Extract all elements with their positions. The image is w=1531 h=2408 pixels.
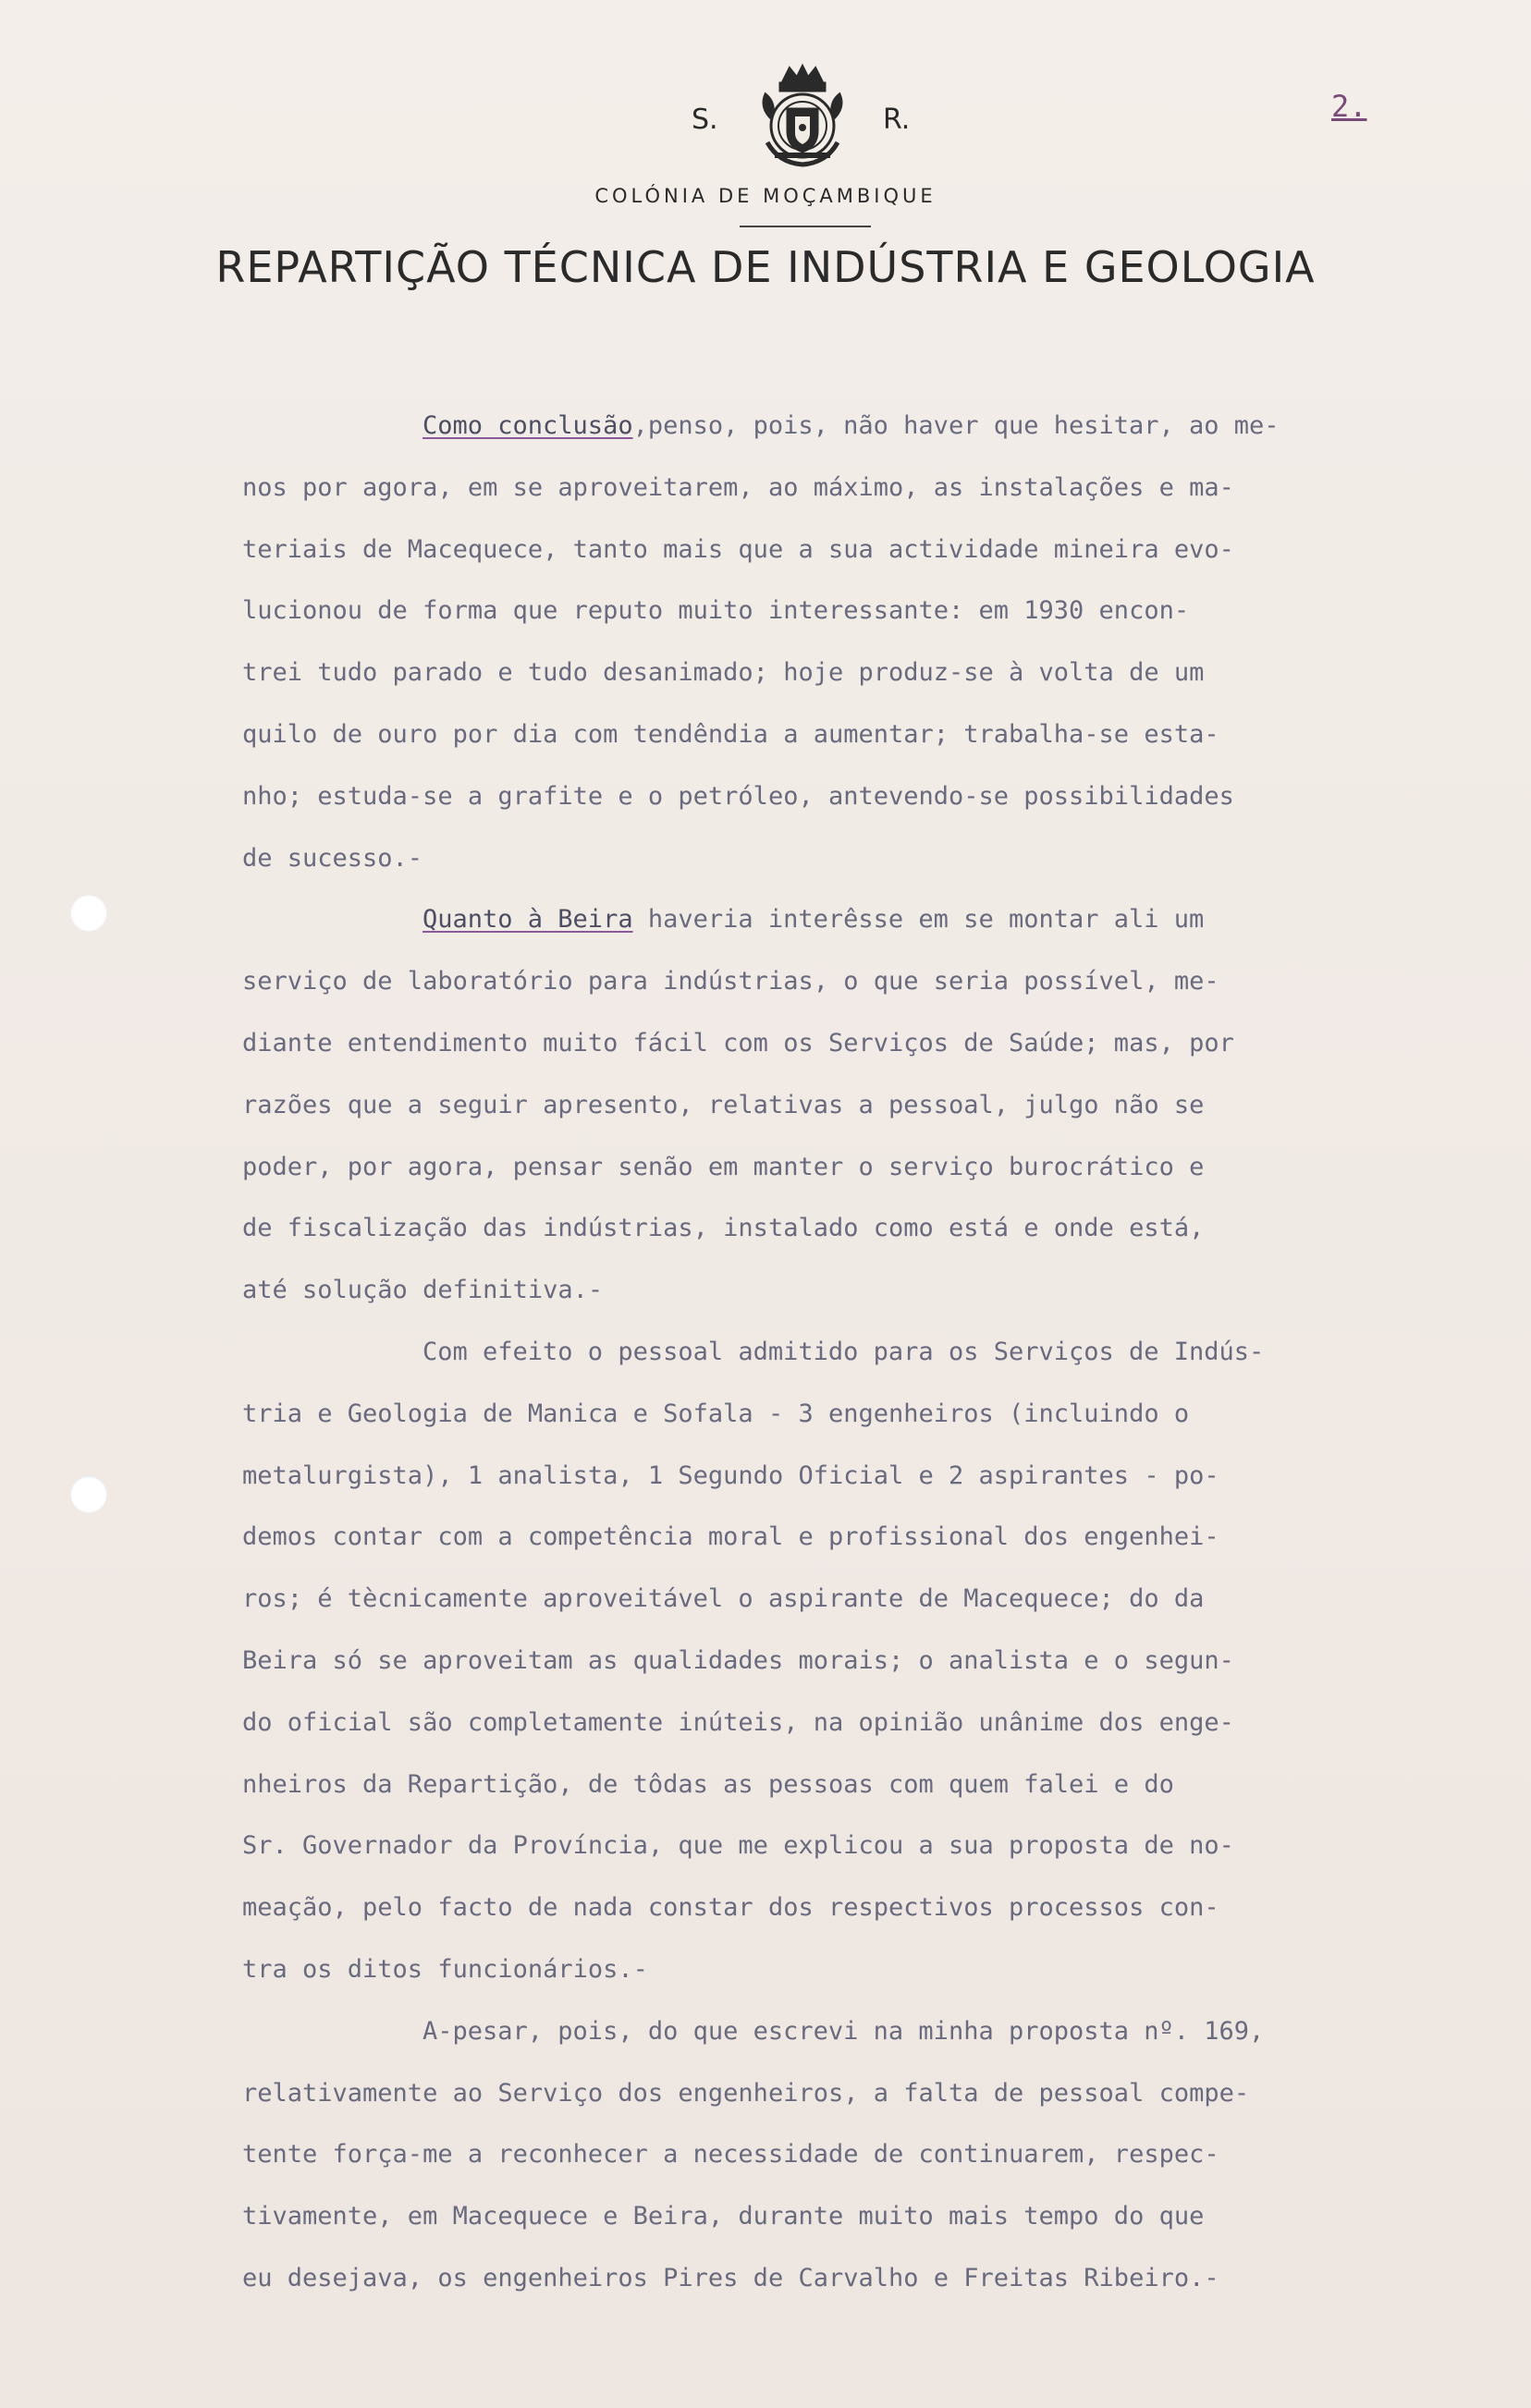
- text-line: relativamente ao Serviço dos engenheiros, a falta de pessoal compe-: [242, 2078, 1250, 2108]
- text-line: tra os ditos funcionários.-: [242, 1954, 648, 1984]
- letter-body: [242, 396, 1500, 2310]
- text-line: demos contar com a competência moral e profissional dos engenhei-: [242, 1522, 1219, 1552]
- text-line: razões que a seguir apresento, relativas a pessoal, julgo não se: [242, 1090, 1205, 1119]
- text-line: poder, por agora, pensar senão em manter o serviço burocrático e: [242, 1152, 1205, 1181]
- paragraph-conclusion: [242, 396, 1500, 889]
- header-divider: [740, 226, 871, 227]
- text-line: ,penso, pois, não haver que hesitar, ao me-: [632, 411, 1280, 440]
- paragraph-personnel: [242, 1322, 1500, 2001]
- text-line: tente força-me a reconhecer a necessidade de continuarem, respec-: [242, 2140, 1219, 2170]
- text-line: lucionou de forma que reputo muito interessante: em 1930 encon-: [242, 596, 1190, 626]
- department-title: REPARTIÇÃO TÉCNICA DE INDÚSTRIA E GEOLOGIA: [215, 242, 1316, 292]
- text-line: de fiscalização das indústrias, instalado como está e onde está,: [242, 1214, 1205, 1243]
- coat-of-arms-icon: [747, 63, 858, 172]
- punch-hole-upper: [70, 895, 107, 932]
- text-line: nheiros da Repartição, de tôdas as pessoas com quem falei e do: [242, 1769, 1174, 1799]
- text-line: diante entendimento muito fácil com os Serviços de Saúde; mas, por: [242, 1028, 1234, 1057]
- text-line: Beira só se aproveitam as qualidades morais; o analista e o segun-: [242, 1645, 1234, 1675]
- text-line: nho; estuda-se a grafite e o petróleo, antevendo-se possibilidades: [242, 781, 1234, 811]
- punch-hole-lower: [70, 1476, 107, 1513]
- text-line: Sr. Governador da Província, que me explicou a sua proposta de no-: [242, 1831, 1234, 1861]
- text-line: tivamente, em Macequece e Beira, durante muito mais tempo do que: [242, 2202, 1205, 2231]
- text-line: metalurgista), 1 analista, 1 Segundo Oficial e 2 aspirantes - po-: [242, 1461, 1219, 1490]
- text-line: trei tudo parado e tudo desanimado; hoje produz-se à volta de um: [242, 658, 1205, 688]
- paragraph-lead: Como conclusão: [423, 411, 633, 440]
- text-line: tria e Geologia de Manica e Sofala - 3 engenheiros (incluindo o: [242, 1399, 1190, 1428]
- text-line: haveria interêsse em se montar ali um: [632, 905, 1205, 935]
- paragraph-lead: Quanto à Beira: [423, 905, 633, 935]
- text-line: meação, pelo facto de nada constar dos respectivos processos con-: [242, 1893, 1219, 1923]
- text-line: ros; é tècnicamente aproveitável o aspirante de Macequece; do da: [242, 1584, 1205, 1614]
- text-line: Com efeito o pessoal admitido para os Serviços de Indús-: [423, 1337, 1265, 1366]
- colony-name: COLÓNIA DE MOÇAMBIQUE: [594, 185, 937, 207]
- paragraph-beira: [242, 889, 1500, 1322]
- letterhead-s: S.: [692, 104, 718, 136]
- text-line: eu desejava, os engenheiros Pires de Carvalho e Freitas Ribeiro.-: [242, 2263, 1219, 2292]
- text-line: de sucesso.-: [242, 843, 423, 873]
- text-line: A-pesar, pois, do que escrevi na minha proposta nº. 169,: [423, 2016, 1265, 2046]
- text-line: teriais de Macequece, tanto mais que a sua actividade mineira evo-: [242, 534, 1234, 564]
- page-number: 2.: [1331, 89, 1367, 124]
- text-line: quilo de ouro por dia com tendêndia a aumentar; trabalha-se esta-: [242, 719, 1219, 749]
- text-line: serviço de laboratório para indústrias, o que seria possível, me-: [242, 967, 1219, 996]
- text-line: do oficial são completamente inúteis, na opinião unânime dos enge-: [242, 1707, 1234, 1737]
- text-line: até solução definitiva.-: [242, 1276, 604, 1305]
- letterhead-r: R.: [883, 104, 911, 136]
- paragraph-engineers: [242, 2001, 1500, 2310]
- text-line: nos por agora, em se aproveitarem, ao máximo, as instalações e ma-: [242, 472, 1234, 502]
